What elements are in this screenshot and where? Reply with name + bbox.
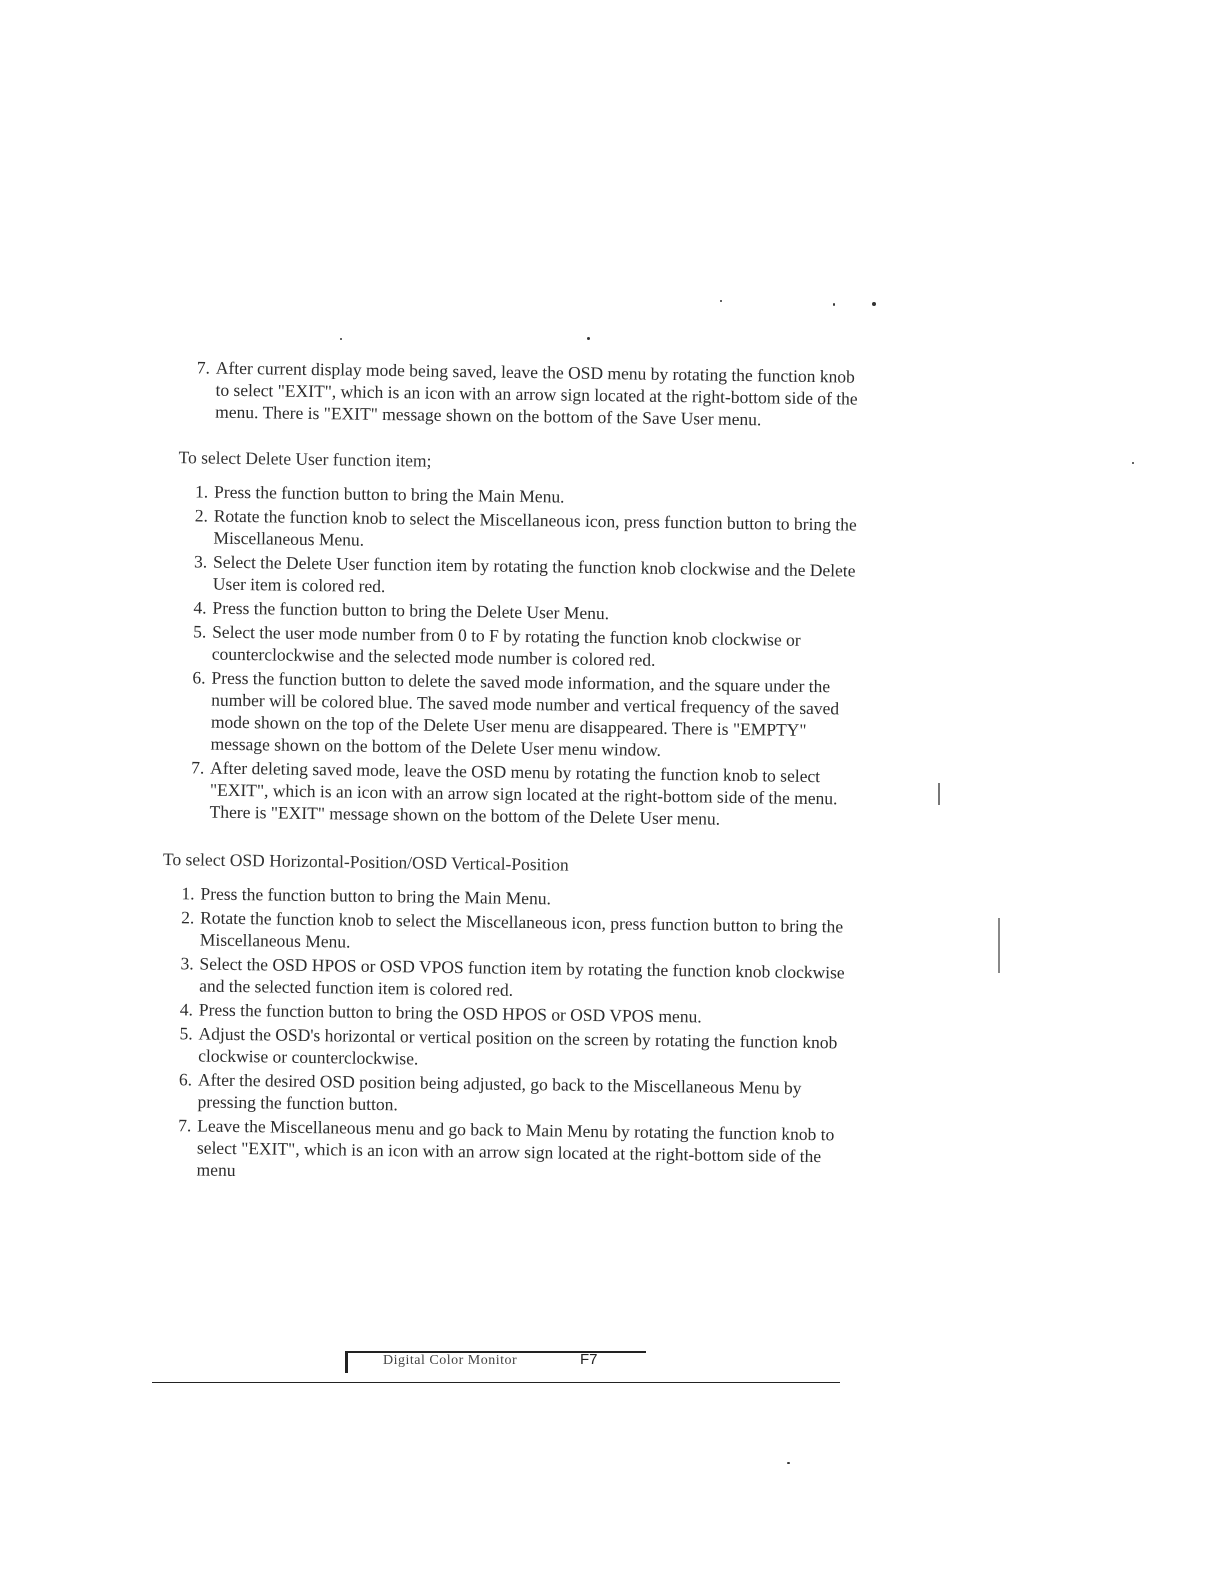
page-number: F7	[580, 1351, 598, 1368]
save-user-steps-continued	[169, 356, 860, 432]
step-number: 6.	[192, 667, 206, 688]
step-number: 4.	[179, 999, 194, 1020]
list-item	[163, 756, 854, 832]
scan-speck	[587, 337, 590, 340]
osd-position-section	[158, 848, 853, 1190]
section-heading: To select Delete User function item;	[178, 447, 432, 471]
step-number: 1.	[194, 481, 209, 502]
scan-speck	[833, 303, 835, 306]
step-text: Press the function button to bring the OSD HPOS or OSD VPOS menu.	[198, 999, 702, 1027]
step-text: Press the function button to bring the Main Menu.	[213, 481, 565, 507]
list-item	[159, 1068, 850, 1122]
step-text: Leave the Miscellaneous menu and go back to Main Menu by rotating the function knob to select "EXIT", which is an icon with an arrow sign located at the right-bottom side of the menu	[196, 1115, 835, 1180]
step-text: After the desired OSD position being adjusted, go back to the Miscellaneous Menu by pressing the function button.	[197, 1069, 802, 1115]
step-text: Rotate the function knob to select the Miscellaneous icon, press function button to bring the Miscellaneous Menu.	[213, 505, 857, 550]
footer-label: Digital Color Monitor	[383, 1353, 518, 1368]
step-text: Rotate the function knob to select the Miscellaneous icon, press function button to bring the Miscellaneous Menu.	[199, 907, 844, 952]
step-number: 3.	[193, 551, 208, 572]
step-number: 5.	[193, 621, 207, 642]
list-item	[164, 666, 855, 764]
step-number: 7.	[178, 1115, 192, 1136]
step-text: Press the function button to bring the Main Menu.	[200, 883, 552, 909]
list-item	[160, 1022, 851, 1076]
scan-speck	[340, 338, 342, 340]
step-number: 2.	[181, 907, 195, 928]
delete-user-section	[163, 446, 858, 832]
scan-speck	[1132, 462, 1134, 464]
osd-position-steps	[158, 882, 852, 1190]
step-text: Select the Delete User function item by rotating the function knob clockwise and the Delete User item is colored red.	[212, 551, 856, 597]
list-item	[167, 550, 858, 604]
step-text: After current display mode being saved, leave the OSD menu by rotating the function knob to select "EXIT", which is an icon with an arrow sign located at the right-bottom side of the menu. There is "EXIT" message shown on the bottom of the Save User menu.	[215, 357, 858, 430]
list-item	[161, 952, 852, 1006]
step-text: After deleting saved mode, leave the OSD menu by rotating the function knob to select "EXIT", which is an icon with an arrow sign located at the right-bottom side of the menu. There is "EXIT" message shown on the bottom of the Delete User menu.	[209, 757, 838, 829]
footer-rule	[152, 1382, 840, 1383]
document-body	[158, 356, 859, 1192]
list-item	[166, 620, 857, 674]
step-number: 7.	[191, 757, 205, 778]
step-number: 7.	[196, 357, 211, 378]
section-heading: To select OSD Horizontal-Position/OSD Vertical-Position	[162, 848, 569, 875]
step-number: 1.	[181, 883, 195, 904]
scan-speck	[872, 302, 876, 306]
step-text: Adjust the OSD's horizontal or vertical position on the screen by rotating the function knob clockwise or counterclockwise.	[198, 1023, 838, 1069]
step-number: 3.	[180, 953, 194, 974]
list-item	[162, 906, 853, 960]
list-item	[167, 504, 858, 558]
list-item	[158, 1114, 849, 1190]
step-text: Press the function button to delete the saved mode information, and the square under the number will be colored blue. The saved mode number and vertical frequency of the saved mode shown on the top of the Delete User menu are disappeared. There is "EMPTY" message shown on the bottom of the Delete User menu window.	[210, 667, 840, 760]
scan-speck	[998, 918, 1000, 973]
step-number: 5.	[179, 1023, 193, 1044]
step-text: Select the OSD HPOS or OSD VPOS function item by rotating the function knob clockwise and the selected function item is colored red.	[199, 953, 845, 1000]
step-number: 6.	[178, 1069, 193, 1090]
scan-speck	[720, 300, 722, 302]
step-number: 2.	[194, 505, 209, 526]
step-text: Select the user mode number from 0 to F by rotating the function knob clockwise or counterclockwise and the selected mode number is colored red.	[211, 621, 801, 670]
step-number: 4.	[193, 597, 207, 618]
delete-user-steps	[163, 480, 858, 832]
scan-speck	[938, 783, 940, 805]
list-item	[169, 356, 860, 432]
scan-speck	[787, 1462, 790, 1464]
step-text: Press the function button to bring the Delete User Menu.	[212, 597, 610, 624]
